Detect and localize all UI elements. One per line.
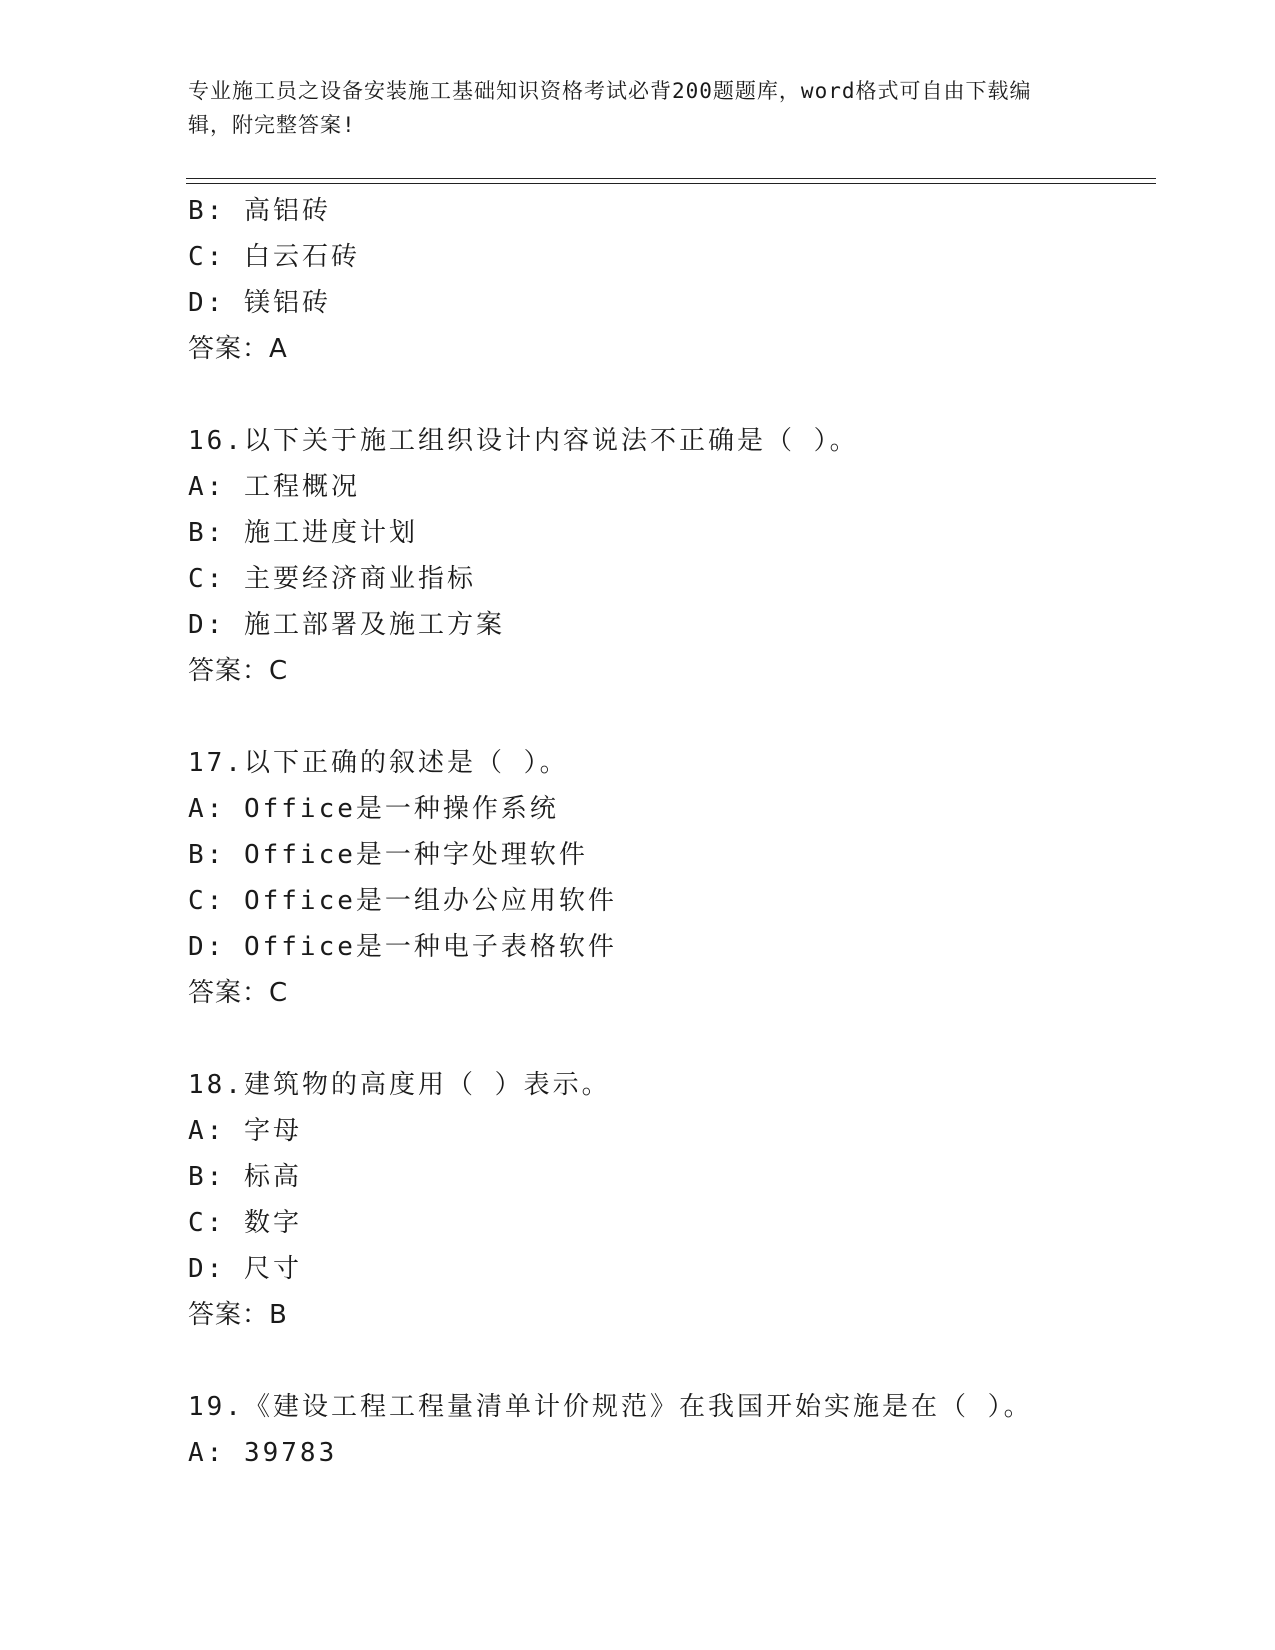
answer-line: 答案：C [188,656,289,686]
question-text: 19.《建设工程工程量清单计价规范》在我国开始实施是在（ ）。 [188,1392,1033,1422]
option-line: A: Office是一种操作系统 [188,794,559,824]
option-line: C: 主要经济商业指标 [188,564,476,594]
spacer [188,1338,1148,1384]
spacer [188,1016,1148,1062]
option-line: C: 数字 [188,1208,302,1238]
option-line: C: Office是一组办公应用软件 [188,886,617,916]
document-header [188,74,1068,142]
header-divider-top [186,178,1156,179]
answer-line: 答案：B [188,1300,288,1330]
question-text: 17.以下正确的叙述是（ ）。 [188,748,569,778]
header-divider-bottom [186,183,1156,184]
option-line: D: 镁铝砖 [188,288,331,318]
option-line: D: 尺寸 [188,1254,302,1284]
option-line: B: Office是一种字处理软件 [188,840,588,870]
question-content [188,188,1148,1476]
answer-line: 答案：A [188,334,288,364]
option-line: A: 工程概况 [188,472,360,502]
option-line: C: 白云石砖 [188,242,360,272]
option-line: D: Office是一种电子表格软件 [188,932,617,962]
option-line: B: 施工进度计划 [188,518,418,548]
option-line: B: 高铝砖 [188,196,331,226]
answer-line: 答案：C [188,978,289,1008]
option-line: A: 字母 [188,1116,302,1146]
question-text: 18.建筑物的高度用（ ）表示。 [188,1070,611,1100]
option-line: A: 39783 [188,1438,338,1468]
spacer [188,372,1148,418]
spacer [188,694,1148,740]
option-line: D: 施工部署及施工方案 [188,610,505,640]
option-line: B: 标高 [188,1162,302,1192]
question-text: 16.以下关于施工组织设计内容说法不正确是（ ）。 [188,426,859,456]
header-text: 专业施工员之设备安装施工基础知识资格考试必背200题题库，word格式可自由下载编辑，附完整答案! [188,79,1032,137]
